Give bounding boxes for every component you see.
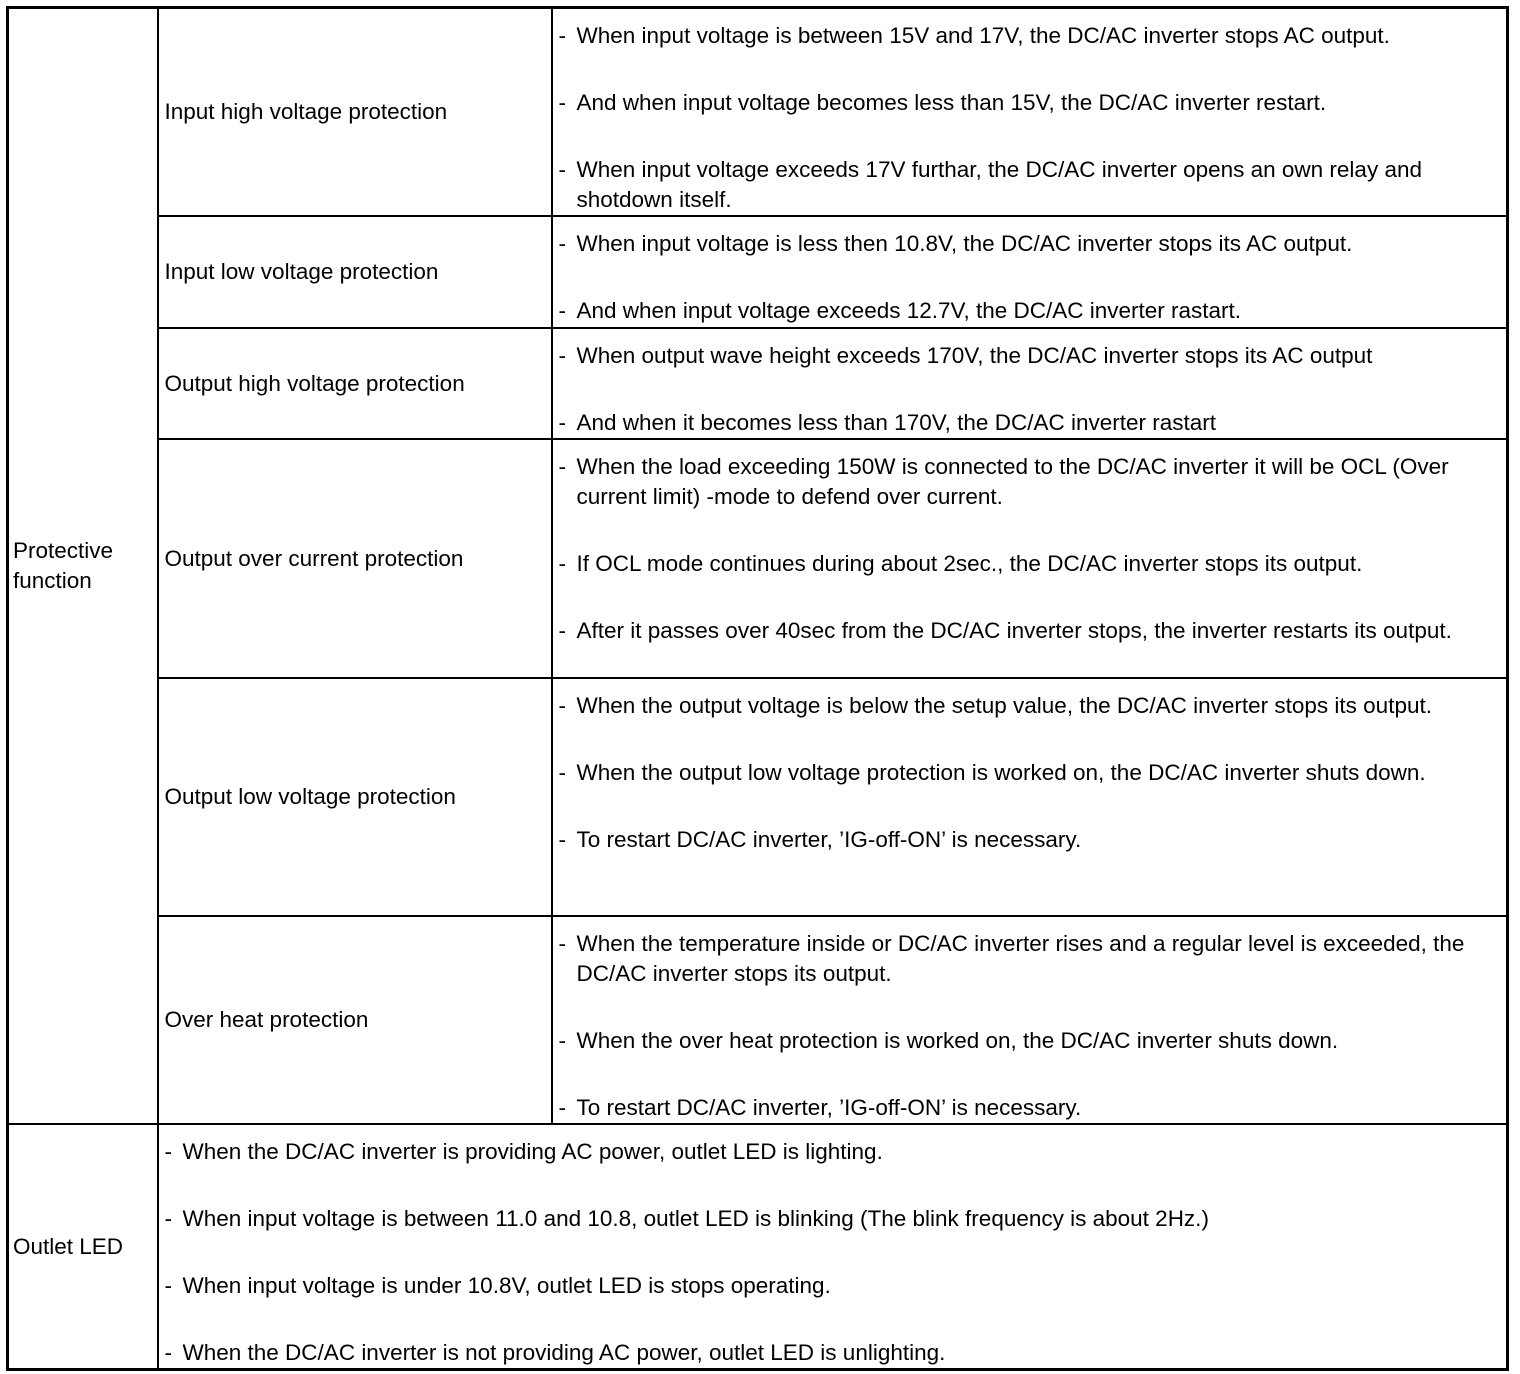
row-label: Over heat protection [158,916,552,1124]
spec-table [6,6,1509,1371]
list-item: - And when input voltage becomes less than 15V, the DC/AC inverter restart. [558,90,1327,115]
list-item: - When the temperature inside or DC/AC inverter rises and a regular level is exceeded, the DC/AC inverter stops its output. [558,931,1465,986]
list-item: - When input voltage is less then 10.8V, the DC/AC inverter stops its AC output. [558,231,1353,256]
list-item: - If OCL mode continues during about 2sec., the DC/AC inverter stops its output. [558,551,1363,576]
list-item: - When input voltage exceeds 17V furthar, the DC/AC inverter opens an own relay and shotdown itself. [558,157,1422,212]
list-item: - And when input voltage exceeds 12.7V, the DC/AC inverter rastart. [558,298,1242,323]
row-description [552,439,1508,678]
list-item: - After it passes over 40sec from the DC/AC inverter stops, the inverter restarts its output. [558,618,1452,643]
row-description [552,328,1508,439]
table-row [8,1124,1508,1370]
list-item: - When input voltage is under 10.8V, outlet LED is stops operating. [164,1273,831,1298]
table-row [8,916,1508,1124]
row-label: Output high voltage protection [158,328,552,439]
table-row [8,678,1508,916]
row-description [552,8,1508,217]
list-item: - When input voltage is between 11.0 and 10.8, outlet LED is blinking (The blink frequency is about 2Hz.) [164,1206,1209,1231]
list-item: - When the DC/AC inverter is not providing AC power, outlet LED is unlighting. [164,1340,946,1365]
list-item: - When the load exceeding 150W is connected to the DC/AC inverter it will be OCL (Over current limit) -mode to defend over current. [558,454,1449,509]
list-item: - When the DC/AC inverter is providing AC power, outlet LED is lighting. [164,1139,883,1164]
row-label: Input low voltage protection [158,216,552,328]
list-item: - When the output low voltage protection is worked on, the DC/AC inverter shuts down. [558,760,1426,785]
row-label: Output over current protection [158,439,552,678]
table-row [8,216,1508,328]
table-row [8,439,1508,678]
row-description [552,916,1508,1124]
table-row [8,328,1508,439]
row-label: Input high voltage protection [158,8,552,217]
list-item: - When output wave height exceeds 170V, the DC/AC inverter stops its AC output [558,343,1373,368]
row-description [552,678,1508,916]
list-item: - When the output voltage is below the setup value, the DC/AC inverter stops its output. [558,693,1432,718]
list-item: - When the over heat protection is worked on, the DC/AC inverter shuts down. [558,1028,1339,1053]
row-description [552,216,1508,328]
list-item: - To restart DC/AC inverter, ’IG-off-ON’ is necessary. [558,1095,1082,1120]
row-description [158,1124,1508,1370]
category-outlet-led: Outlet LED [8,1124,158,1370]
list-item: - When input voltage is between 15V and 17V, the DC/AC inverter stops AC output. [558,23,1390,48]
list-item: - To restart DC/AC inverter, ’IG-off-ON’ is necessary. [558,827,1082,852]
category-protective-function: Protective function [8,8,158,1125]
table-row [8,8,1508,217]
list-item: - And when it becomes less than 170V, the DC/AC inverter rastart [558,410,1216,435]
row-label: Output low voltage protection [158,678,552,916]
